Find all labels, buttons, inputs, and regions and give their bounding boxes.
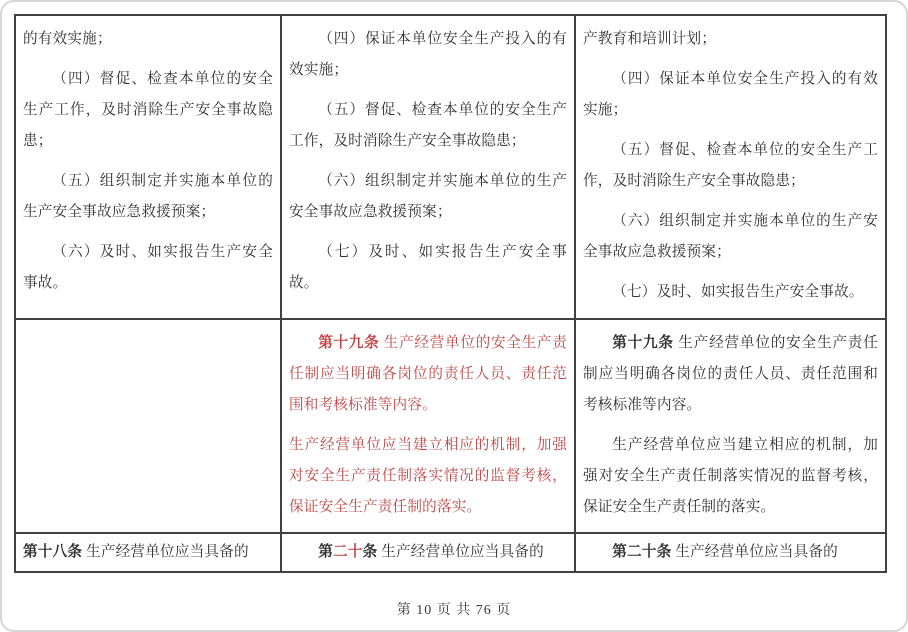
law-clause (23, 542, 273, 563)
law-clause: （六）及时、如实报告生产安全事故。 (23, 244, 273, 291)
table-cell-r3c3 (575, 533, 886, 572)
clause-text: 生产经营单位应当具备的 (377, 544, 544, 560)
table-cell-r1c3 (575, 15, 886, 319)
law-clause: （四）督促、检查本单位的安全生产工作，及时消除生产安全事故隐患； (23, 71, 273, 149)
clause-text: 生产经营单位的安全生产责任制应当明确各岗位的责任人员、责任范围和考核标准等内容。 (289, 335, 567, 413)
law-clause: 生产经营单位应当建立相应的机制，加强对安全生产责任制落实情况的监督考核，保证安全生产责任制的落实。 (583, 437, 878, 515)
law-clause: （四）保证本单位安全生产投入的有效实施； (289, 31, 567, 78)
law-clause: 生产经营单位应当建立相应的机制，加强对安全生产责任制落实情况的监督考核，保证安全生产责任制的落实。 (289, 437, 567, 515)
law-clause: （四）保证本单位安全生产投入的有效实施； (583, 71, 878, 118)
table-cell-r3c1 (15, 533, 281, 572)
law-clause: （五）督促、检查本单位的安全生产工作，及时消除生产安全事故隐患； (289, 102, 567, 149)
clause-text: 生产经营单位应当具备的 (671, 544, 838, 560)
article-number: 第十九条 (318, 335, 380, 351)
table-cell-r2c1-empty (15, 319, 281, 533)
table-cell-r1c1 (15, 15, 281, 319)
law-clause (583, 542, 878, 563)
article-number: 第十八条 (23, 544, 83, 560)
article-number: 条 (362, 544, 378, 560)
law-clause: 产教育和培训计划； (583, 31, 717, 47)
table-cell-r2c2-revised (281, 319, 575, 533)
law-clause: （五）督促、检查本单位的安全生产工作，及时消除生产安全事故隐患； (583, 142, 878, 189)
clause-text: 生产经营单位的安全生产责任制应当明确各岗位的责任人员、责任范围和考核标准等内容。 (583, 335, 878, 413)
law-clause: （六）组织制定并实施本单位的生产安全事故应急救援预案； (289, 173, 567, 220)
law-clause (583, 328, 878, 421)
law-clause: 的有效实施； (23, 31, 112, 47)
law-comparison-table (14, 14, 887, 573)
table-row-article18-20 (15, 533, 886, 572)
table-row-article19 (15, 319, 886, 533)
law-clause: （七）及时、如实报告生产安全事故。 (289, 244, 567, 291)
clause-text: 生产经营单位应当具备的 (82, 544, 249, 560)
law-clause: （五）组织制定并实施本单位的生产安全事故应急救援预案； (23, 173, 273, 220)
article-number: 第十九条 (612, 335, 674, 351)
law-clause (289, 328, 567, 421)
page-number-footer: 第 10 页 共 76 页 (396, 603, 512, 618)
table-cell-r3c2 (281, 533, 575, 572)
law-clause: （七）及时、如实报告生产安全事故。 (612, 284, 864, 300)
law-clause: （六）组织制定并实施本单位的生产安全事故应急救援预案； (583, 213, 878, 260)
table-cell-r2c3 (575, 319, 886, 533)
table-cell-r1c2 (281, 15, 575, 319)
article-number: 第二十条 (612, 544, 672, 560)
article-number: 第 (318, 544, 333, 560)
law-clause (289, 542, 567, 563)
table-row-duties (15, 15, 886, 319)
revised-article-number: 二十 (332, 544, 363, 560)
